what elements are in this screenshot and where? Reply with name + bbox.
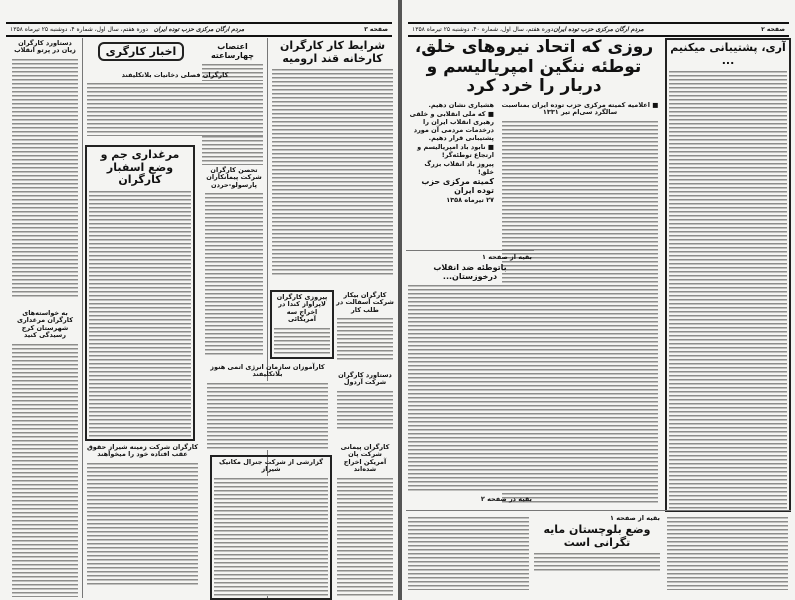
article-tobacco [85, 70, 265, 140]
headline: کارآموزان سازمان انرژی اتمی هنوز بلاتکلیفند [210, 363, 325, 379]
headline: آری، پشتیبانی میکنیم ... [670, 41, 786, 67]
page-number: صفحه ۲ [761, 26, 785, 33]
kicker: بقیه از صفحه ۱ [609, 514, 660, 522]
headline: به خواسته‌های کارگران مرغداری شهرستان کرج رسیدگی کنید [16, 309, 73, 340]
article-body [207, 381, 328, 450]
article-body [12, 57, 78, 297]
headline: دستاورد کارگران شرکت آردول [338, 371, 392, 387]
main-headline: روزی که اتحاد نیروهای خلق، توطئه ننگین امپریالیسم و دربار را خرد کرد [414, 37, 654, 97]
article-body [87, 461, 198, 586]
headline: گزارشی از شرکت جنرال مکانیک شیراز [218, 458, 324, 474]
article-zian [10, 38, 80, 303]
article-poultry [85, 145, 195, 441]
article-body [337, 476, 393, 597]
article-body [337, 389, 393, 429]
issue-info: دوره هفتم، سال اول، شماره ۴، دوشنبه ۲۵ تیرماه ۱۳۵۸ [10, 26, 149, 33]
headline: کارگران بیکار شرکت اسفالت در طلب کار [336, 291, 394, 314]
subheadline: ■ اعلامیه کمیته مرکزی حزب توده ایران بمناسبت سالگرد سی‌ام تیر ۱۳۳۱ [501, 101, 659, 117]
headline: باتوطئه ضد انقلاب درخوزستان... [433, 263, 507, 282]
right-page [402, 0, 795, 600]
masthead-logo: مردم ارگان مرکزی حزب توده ایران [153, 26, 245, 33]
headline: شرایط کار کارگران کارخانه قند ارومیه [279, 39, 386, 65]
article-body [12, 342, 78, 597]
page-number: صفحه ۳ [364, 26, 388, 33]
article-body [272, 67, 393, 277]
article-body [205, 191, 263, 355]
article-atomic [205, 362, 330, 450]
article-body [89, 189, 191, 439]
article-general-mechanic [210, 455, 332, 600]
article-body [87, 81, 263, 136]
article-lapraz [270, 290, 334, 359]
article-urmia [270, 38, 395, 288]
slogan: پیروز باد انقلاب بزرگ خلق! [424, 160, 494, 176]
right-page-header [408, 22, 789, 37]
article-body [214, 476, 328, 596]
signature: کمیته مرکزی حزب توده ایران [421, 177, 494, 195]
article-khuzestan [406, 252, 534, 507]
slogan: هشیاری نشان دهیم. [428, 101, 494, 109]
slogan: ■ که ملی انقلابی و خلقی رهبری انقلاب ایران را درخدمات مردمی آن مورد پشتیبانی قرار دهیم. [409, 110, 494, 142]
article-baluch-col3 [665, 513, 790, 598]
headline: تحصن کارگران شرکت پیمانکاران پارسولو-حردن [206, 166, 262, 189]
article-support [665, 38, 791, 512]
article-karaj [10, 308, 80, 598]
headline: دستاورد کارگران زیان در پرتو انقلاب [14, 39, 76, 55]
article-ardol [335, 370, 395, 438]
headline: کارگران پیمانی شرکت پان آمریکن اخراج شده‌اند [340, 443, 390, 474]
article-sit-in [203, 165, 265, 355]
article-shiraz [85, 442, 200, 597]
headline: کارگران شرکت زمینه شیراز حقوق عقب افتاده خود را میخواهند [86, 443, 199, 459]
issue-info: دوره هفتم، سال اول، شماره ۴۰، دوشنبه ۲۵ تیرماه ۱۳۵۸ [412, 26, 554, 33]
date: ۲۷ تیرماه ۱۳۵۸ [446, 196, 494, 204]
headline: مرغداری جم و وضع اسفبار کارگران [100, 148, 180, 187]
headline: وضع بلوچستان مایه تگرانی است [543, 523, 651, 549]
headline: اعتصاب چهارساعته [210, 42, 255, 61]
article-baluch-col1 [406, 513, 531, 598]
slogan: ■ نابود باد امپریالیسم و ارتجاع توطئه‌گر! [417, 143, 494, 159]
article-body [337, 316, 393, 361]
headline: کارگران فصلی دخانیات بلاتکلیفند [121, 71, 229, 79]
article-asphalt [335, 290, 395, 365]
headline: پیروزی کارگران لاپراواز کندا در اخراج سه آمریکائی [276, 293, 328, 324]
main-headline-block [406, 36, 662, 98]
article-body [408, 283, 532, 493]
article-body [274, 326, 330, 356]
masthead-logo: مردم ارگان مرکزی حزب توده ایران [553, 26, 644, 33]
kicker: بقیه از صفحه ۱ [481, 253, 532, 261]
article-panam [335, 442, 395, 597]
continued-label: بقیه در صفحه ۲ [480, 495, 532, 504]
left-page-header [6, 22, 392, 37]
article-baluch [532, 513, 662, 598]
slogans [406, 100, 496, 248]
article-body [669, 69, 787, 509]
article-body [534, 551, 660, 573]
section-title: اخبار کارگری [98, 42, 185, 61]
